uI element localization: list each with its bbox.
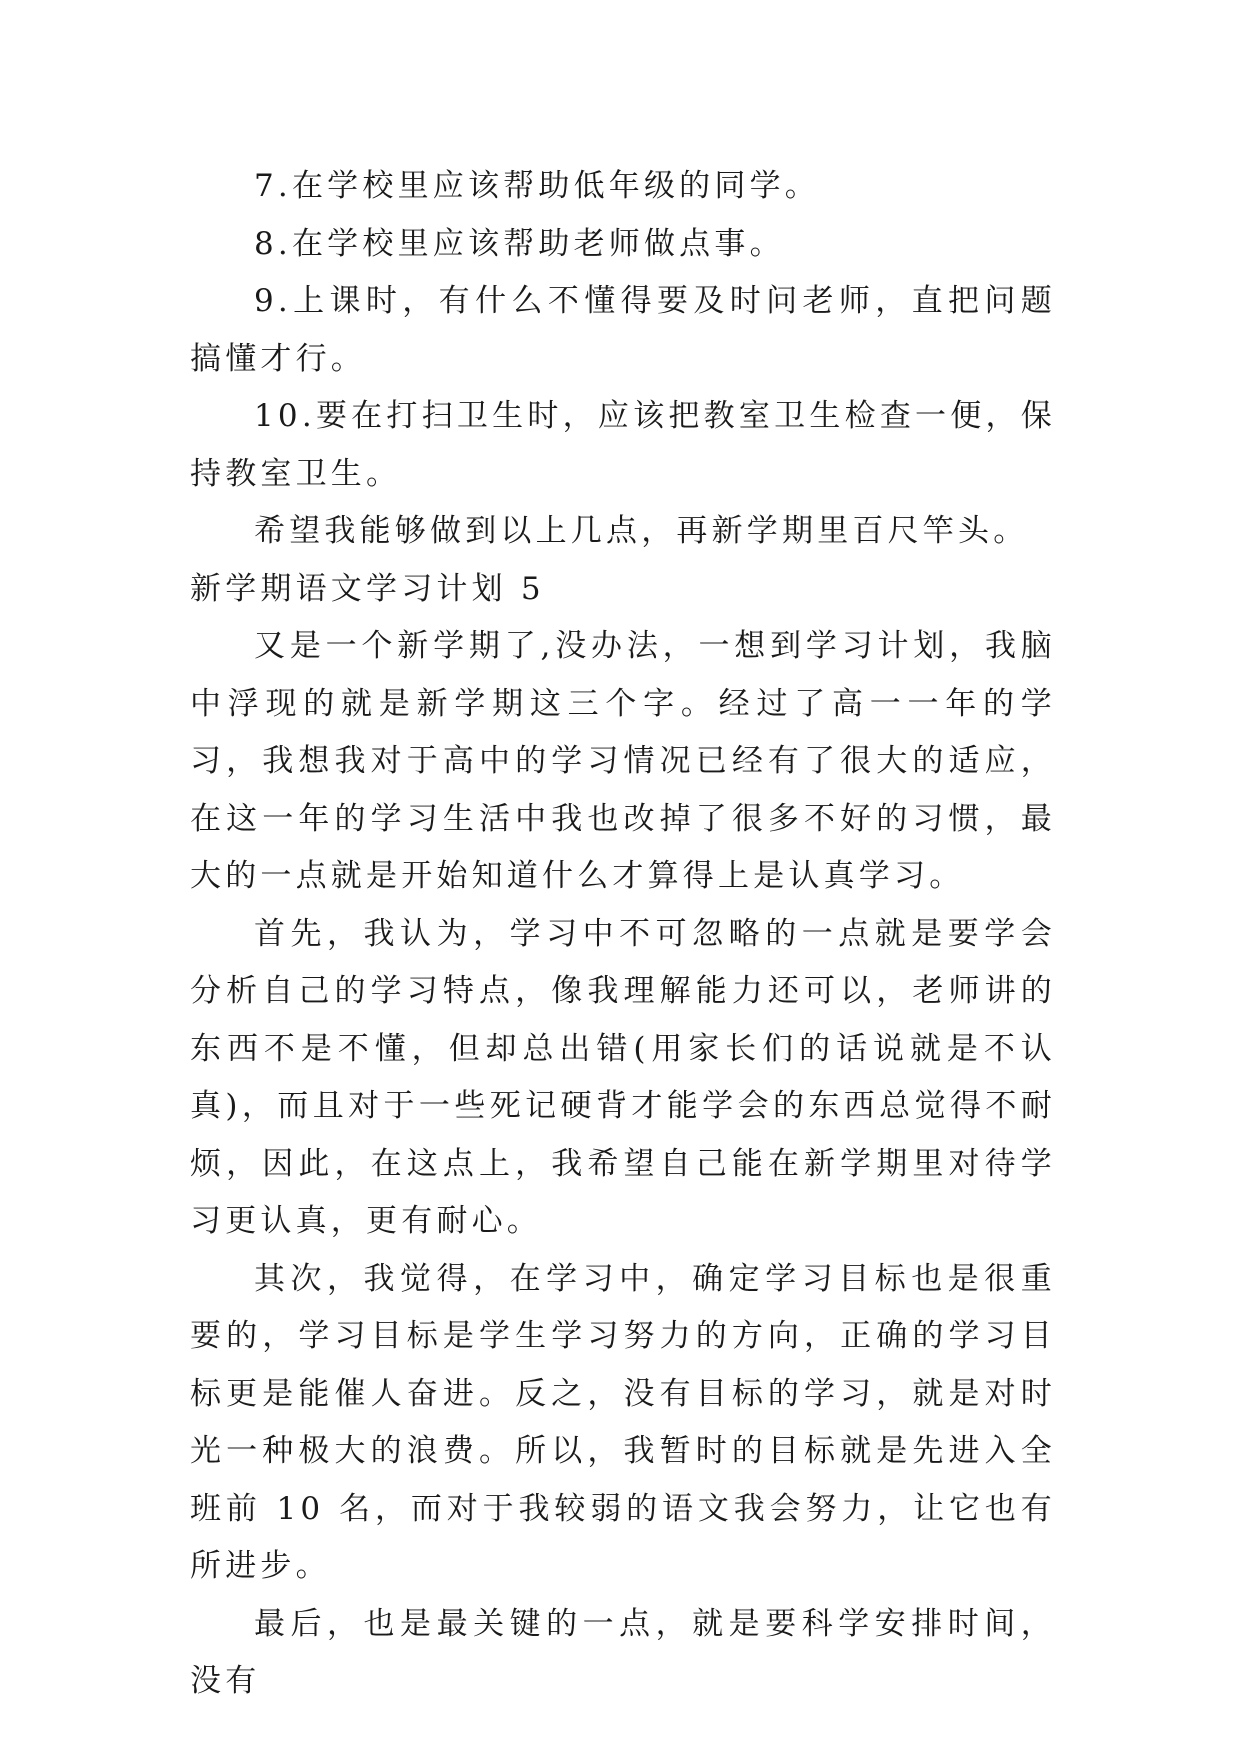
closing-paragraph: 希望我能够做到以上几点，再新学期里百尺竿头。 — [254, 513, 1029, 549]
section-heading: 新学期语文学习计划 5 — [190, 570, 545, 607]
document-body — [190, 158, 1056, 1711]
paragraph-last: 最后，也是最关键的一点，就是要科学安排时间，没有 — [190, 1605, 1056, 1699]
paragraph-first: 首先，我认为，学习中不可忽略的一点就是要学会分析自己的学习特点，像我理解能力还可以，老师讲的东西不是不懂，但却总出错(用家长们的话说就是不认真)，而且对于一些死记硬背才能学会的东西总觉得不耐烦，因此，在这点上，我希望自己能在新学期里对待学习更认真，更有耐心。 — [190, 915, 1056, 1239]
list-item-8: 8.在学校里应该帮助老师做点事。 — [254, 225, 785, 262]
list-item-7: 7.在学校里应该帮助低年级的同学。 — [254, 168, 820, 204]
list-item-9: 9.上课时，有什么不懂得要及时问老师，直把问题搞懂才行。 — [190, 283, 1056, 377]
list-item-10: 10.要在打扫卫生时，应该把教室卫生检查一便，保持教室卫生。 — [190, 398, 1056, 492]
paragraph-second: 其次，我觉得，在学习中，确定学习目标也是很重要的，学习目标是学生学习努力的方向，正确的学习目标更是能催人奋进。反之，没有目标的学习，就是对时光一种极大的浪费。所以，我暂时的目标就是先进入全班前 10 名，而对于我较弱的语文我会努力，让它也有所进步。 — [190, 1260, 1056, 1584]
paragraph-intro: 又是一个新学期了,没办法，一想到学习计划，我脑中浮现的就是新学期这三个字。经过了高一一年的学习，我想我对于高中的学习情况已经有了很大的适应，在这一年的学习生活中我也改掉了很多不好的习惯，最大的一点就是开始知道什么才算得上是认真学习。 — [190, 628, 1056, 894]
